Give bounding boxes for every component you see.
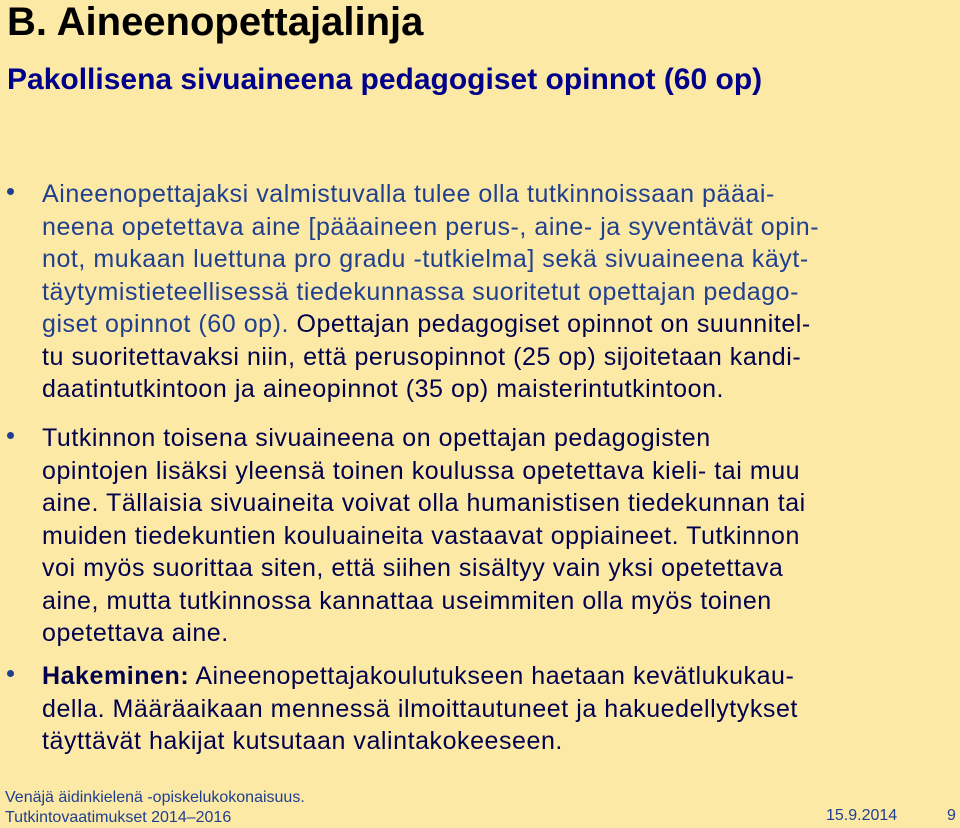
bullet-3-label: Hakeminen:: [42, 662, 190, 690]
footer-line-1: Venäjä äidinkielenä -opiskelukokonaisuus.: [5, 789, 305, 806]
footer-date: 15.9.2014: [826, 807, 898, 824]
footer-line-2: Tutkintovaatimukset 2014–2016: [5, 809, 232, 826]
bullet-2-line-2: opintojen lisäksi yleensä toinen koulussa opetettava kieli- tai muu: [42, 456, 801, 485]
bullet-2-line-4: muiden tiedekuntien kouluaineita vastaavat oppiaineet. Tutkinnon: [42, 521, 800, 550]
bullet-dot-icon: [7, 670, 14, 677]
page-title: B. Aineenopettajalinja: [7, 0, 424, 44]
bullet-2-line-7: opetettava aine.: [42, 619, 229, 647]
bullet-1-line-1: Aineenopettajaksi valmistuvalla tulee olla tutkinnoissaan pääai-: [42, 180, 775, 208]
bullet-1-line-7: daatintutkintoon ja aineopinnot (35 op) maisterintutkintoon.: [42, 375, 725, 403]
bullet-text-1: [42, 178, 942, 406]
bullet-text-3: [42, 660, 942, 758]
bullet-1-line-3: not, mukaan luettuna pro gradu -tutkielma] sekä sivuaineena käyt-: [42, 245, 809, 273]
bullet-text-2: [42, 422, 942, 650]
page-number: 9: [947, 807, 956, 824]
bullet-1-line-2: neena opetettava aine [pääaineen perus-, aine- ja syventävät opin-: [42, 212, 820, 241]
page-subtitle: Pakollisena sivuaineena pedagogiset opinnot (60 op): [7, 63, 763, 96]
footer-left: [5, 788, 305, 828]
bullet-dot-icon: [7, 432, 14, 439]
bullet-dot-icon: [7, 188, 14, 195]
bullet-2-line-3: aine. Tällaisia sivuaineita voivat olla humanistisen tiedekunnan tai: [42, 489, 806, 517]
bullet-3-line-2: della. Määräaikaan mennessä ilmoittautuneet ja hakuedellytykset: [42, 694, 798, 723]
bullet-1-line-5b: Opettajan pedagogiset opinnot on suunnitel-: [296, 310, 811, 338]
bullet-2-line-6: aine, mutta tutkinnossa kannattaa useimmiten olla myös toinen: [42, 586, 772, 615]
bullet-1-line-5a: giset opinnot (60 op).: [42, 310, 297, 338]
bullet-2-line-1: Tutkinnon toisena sivuaineena on opettajan pedagogisten: [42, 424, 711, 452]
bullet-3-line-1: Aineenopettajakoulutukseen haetaan kevätlukukau-: [189, 662, 795, 690]
bullet-1-line-6: tu suoritettavaksi niin, että perusopinnot (25 op) sijoitetaan kandi-: [42, 342, 802, 371]
bullet-1-line-4: täytymistieteellisessä tiedekunnassa suoritetut opettajan pedago-: [42, 277, 800, 306]
bullet-3-line-3: täyttävät hakijat kutsutaan valintakokeeseen.: [42, 727, 563, 755]
bullet-2-line-5: voi myös suorittaa siten, että siihen sisältyy vain yksi opetettava: [42, 554, 784, 582]
